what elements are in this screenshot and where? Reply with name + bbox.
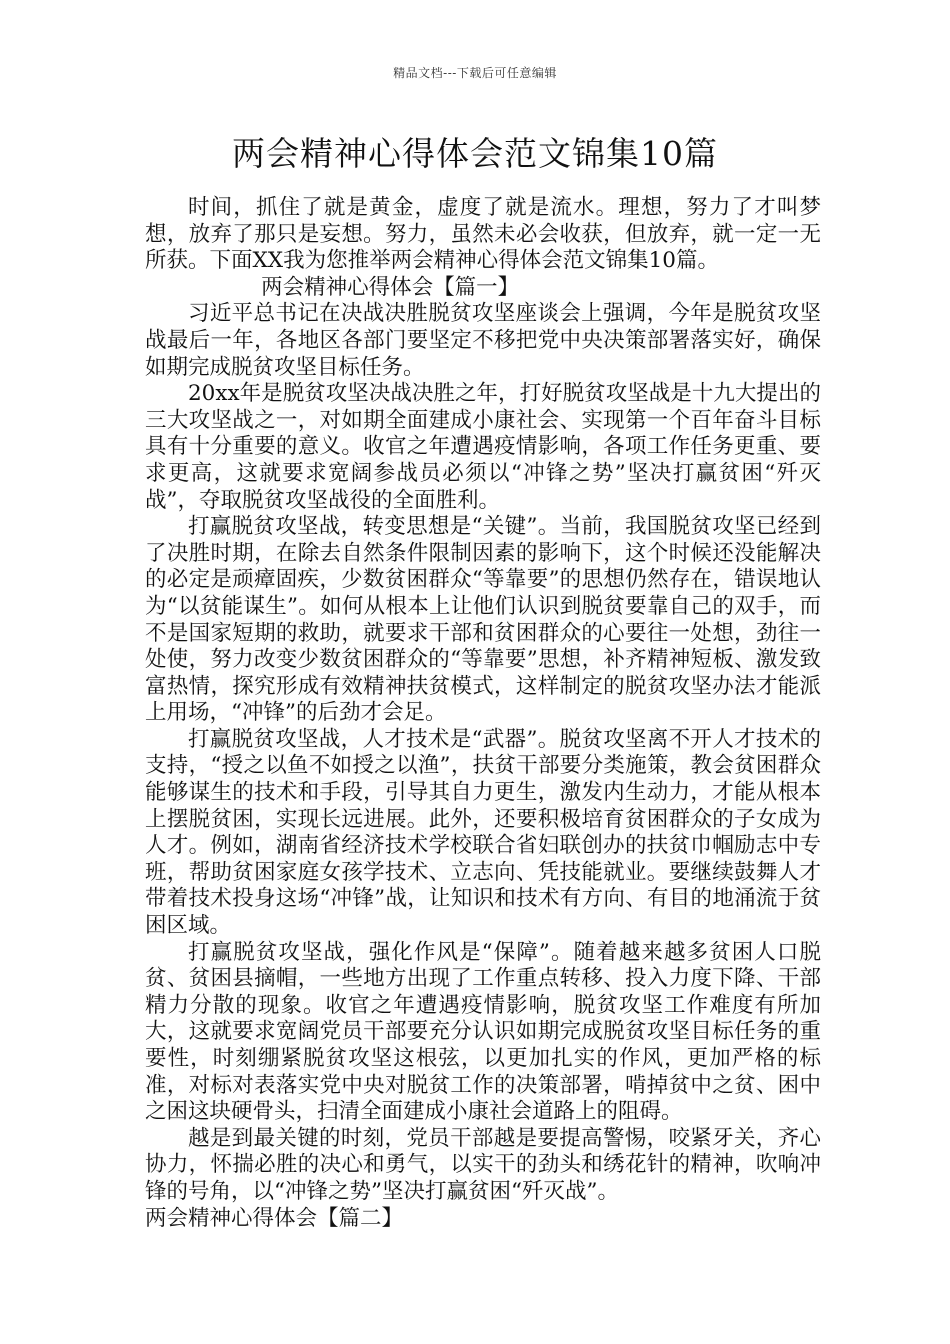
header-note: 精品文档---下载后可任意编辑 (393, 66, 557, 80)
document-body (145, 195, 821, 1232)
body-paragraph-3: 打赢脱贫攻坚战，转变思想是“关键”。当前，我国脱贫攻坚已经到了决胜时期，在除去自然条件限制因素的影响下，这个时候还没能解决的必定是顽瘴固疾，少数贫困群众“等靠要”的思想仍然存在，错误地认为“以贫能谋生”。如何从根本上让他们认识到脱贫要靠自己的双手，而不是国家短期的救助，就要求干部和贫困群众的心要往一处想，劲往一处使，努力改变少数贫困群众的“等靠要”思想，补齐精神短板、激发致富热情，探究形成有效精神扶贫模式，这样制定的脱贫攻坚办法才能派上用场，“冲锋”的后劲才会足。 (145, 514, 821, 726)
body-paragraph-2: 20xx年是脱贫攻坚决战决胜之年，打好脱贫攻坚战是十九大提出的三大攻坚战之一，对如期全面建成小康社会、实现第一个百年奋斗目标具有十分重要的意义。收官之年遭遇疫情影响，各项工作任务更重、要求更高，这就要求宽阔参战员必须以“冲锋之势”坚决打赢贫困“歼灭战”，夺取脱贫攻坚战役的全面胜利。 (145, 381, 821, 513)
body-paragraph-5: 打赢脱贫攻坚战，强化作风是“保障”。随着越来越多贫困人口脱贫、贫困县摘帽，一些地方出现了工作重点转移、投入力度下降、干部精力分散的现象。收官之年遭遇疫情影响，脱贫攻坚工作难度有所加大，这就要求宽阔党员干部要充分认识如期完成脱贫攻坚目标任务的重要性，时刻绷紧脱贫攻坚这根弦，以更加扎实的作风，更加严格的标准，对标对表落实党中央对脱贫工作的决策部署，啃掉贫中之贫、困中之困这块硬骨头，扫清全面建成小康社会道路上的阻碍。 (145, 939, 821, 1125)
section-heading-2: 两会精神心得体会【篇二】 (145, 1205, 404, 1231)
body-paragraph-4: 打赢脱贫攻坚战，人才技术是“武器”。脱贫攻坚离不开人才技术的支持，“授之以鱼不如授之以渔”，扶贫干部要分类施策，教会贫困群众能够谋生的技术和手段，引导其自力更生，激发内生动力，才能从根本上摆脱贫困，实现长远进展。此外，还要积极培育贫困群众的子女成为人才。例如，湖南省经济技术学校联合省妇联创办的扶贫巾帼励志中专班，帮助贫困家庭女孩学技术、立志向、凭技能就业。要继续鼓舞人才带着技术投身这场“冲锋”战，让知识和技术有方向、有目的地涌流于贫困区域。 (145, 726, 821, 939)
section-heading-1: 两会精神心得体会【篇一】 (261, 274, 520, 300)
document-title: 两会精神心得体会范文锦集10篇 (232, 134, 718, 173)
body-paragraph-6: 越是到最关键的时刻，党员干部越是要提高警惕，咬紧牙关，齐心协力，怀揣必胜的决心和勇气，以实干的劲头和绣花针的精神，吹响冲锋的号角，以“冲锋之势”坚决打赢贫困“歼灭战”。 (145, 1125, 821, 1204)
body-paragraph-1: 习近平总书记在决战决胜脱贫攻坚座谈会上强调，今年是脱贫攻坚战最后一年，各地区各部门要坚定不移把党中央决策部署落实好，确保如期完成脱贫攻坚目标任务。 (145, 301, 821, 380)
intro-paragraph: 时间，抓住了就是黄金，虚度了就是流水。理想，努力了才叫梦想，放弃了那只是妄想。努力，虽然未必会收获，但放弃，就一定一无所获。下面XX我为您推举两会精神心得体会范文锦集10篇。 (145, 195, 821, 274)
